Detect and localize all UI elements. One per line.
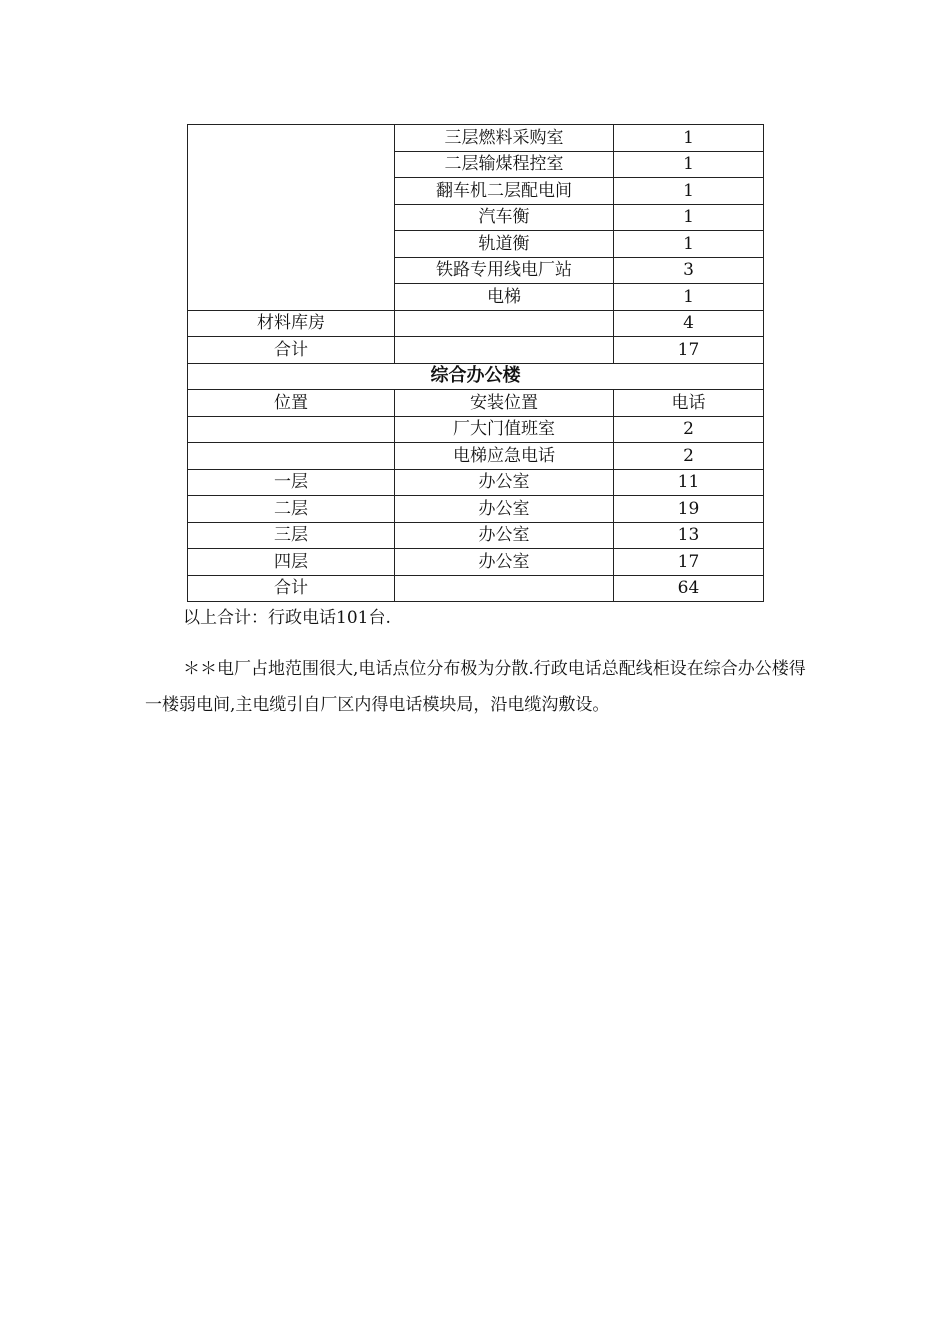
table-cell-install-location: 汽车衡 (395, 204, 614, 231)
table-cell-install-location: 翻车机二层配电间 (395, 178, 614, 205)
table-cell-install-location: 二层输煤程控室 (395, 151, 614, 178)
table-cell-location: 二层 (188, 496, 395, 523)
table-cell-location: 三层 (188, 522, 395, 549)
table-cell-count: 19 (614, 496, 764, 523)
table-cell-count: 4 (614, 310, 764, 337)
table-cell-count: 17 (614, 337, 764, 364)
table-cell-install-location (395, 337, 614, 364)
header-install-location: 安装位置 (395, 390, 614, 417)
table-row (188, 549, 764, 576)
table-cell-location (188, 125, 395, 311)
table-cell-count: 1 (614, 178, 764, 205)
table-cell-count: 1 (614, 284, 764, 311)
table-cell-count: 1 (614, 231, 764, 258)
table-cell-install-location: 办公室 (395, 549, 614, 576)
table-cell-install-location: 轨道衡 (395, 231, 614, 258)
table-cell-count: 17 (614, 549, 764, 576)
table-cell-count: 2 (614, 443, 764, 470)
table-cell-location: 合计 (188, 337, 395, 364)
table-cell-location: 四层 (188, 549, 395, 576)
table-row (188, 125, 764, 152)
table-cell-install-location: 铁路专用线电厂站 (395, 257, 614, 284)
table-cell-location: 合计 (188, 575, 395, 602)
table-row (188, 416, 764, 443)
summary-line: 以上合计：行政电话101台. (183, 608, 391, 628)
phone-allocation-table (187, 124, 764, 602)
table-row (188, 469, 764, 496)
table-row-warehouse (188, 310, 764, 337)
table-cell-count: 11 (614, 469, 764, 496)
table-cell-location: 一层 (188, 469, 395, 496)
table-cell-install-location (395, 310, 614, 337)
table-cell-location (188, 416, 395, 443)
table-cell-install-location: 电梯 (395, 284, 614, 311)
table-cell-count: 3 (614, 257, 764, 284)
table-row-subtotal (188, 575, 764, 602)
table-cell-install-location: 厂大门值班室 (395, 416, 614, 443)
note-paragraph: ＊＊电厂占地范围很大,电话点位分布极为分散.行政电话总配线柜设在综合办公楼得一楼弱电间,主电缆引自厂区内得电话模块局，沿电缆沟敷设。 (145, 659, 806, 715)
table-cell-location (188, 443, 395, 470)
table-cell-install-location: 电梯应急电话 (395, 443, 614, 470)
table-row (188, 522, 764, 549)
table-cell-install-location: 办公室 (395, 469, 614, 496)
table-cell-count: 64 (614, 575, 764, 602)
table-row (188, 496, 764, 523)
table-cell-count: 1 (614, 151, 764, 178)
table-cell-count: 2 (614, 416, 764, 443)
table-row-subtotal (188, 337, 764, 364)
section-title: 综合办公楼 (188, 363, 764, 390)
table-header-row (188, 390, 764, 417)
table-cell-install-location: 三层燃料采购室 (395, 125, 614, 152)
table-cell-location: 材料库房 (188, 310, 395, 337)
table-row (188, 443, 764, 470)
table-cell-install-location: 办公室 (395, 496, 614, 523)
table-cell-count: 1 (614, 204, 764, 231)
header-location: 位置 (188, 390, 395, 417)
table-cell-install-location: 办公室 (395, 522, 614, 549)
table-section-row (188, 363, 764, 390)
header-phone: 电话 (614, 390, 764, 417)
table-cell-count: 13 (614, 522, 764, 549)
table-cell-count: 1 (614, 125, 764, 152)
table-cell-install-location (395, 575, 614, 602)
